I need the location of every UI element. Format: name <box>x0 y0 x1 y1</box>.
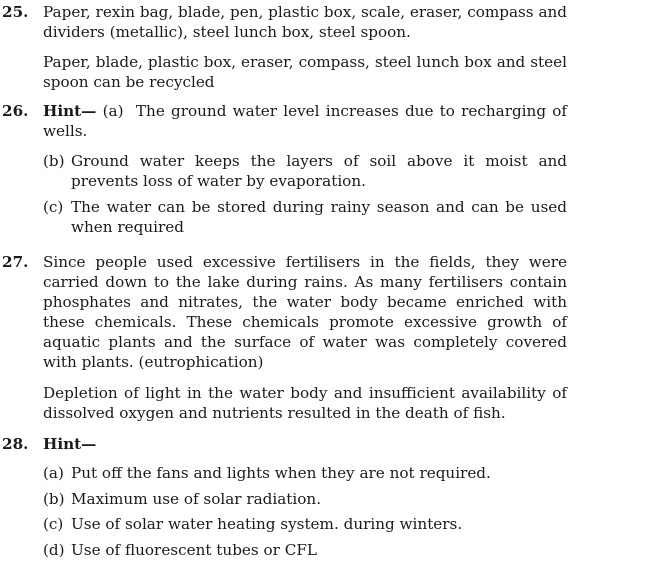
item-label: (b) <box>43 490 65 508</box>
part-label: (b) <box>43 152 65 170</box>
answer-26-part-a <box>43 101 567 141</box>
part-text: Ground water keeps the layers of soil above it moist and prevents loss of water by evaporation. <box>71 152 567 190</box>
item-text: Use of fluorescent tubes or CFL <box>71 541 317 559</box>
answer-25-paragraph-2: Paper, blade, plastic box, eraser, compass, steel lunch box and steel spoon can be recycled <box>43 53 567 91</box>
answer-27-paragraph-1: Since people used excessive fertilisers in the fields, they were carried down to the lake during rains. As many fertilisers contain phosphates and nitrates, the water body became enriched with these chemicals. These chemicals promote excessive growth of aquatic plants and the surface of water was completely covered with plants. (eutrophication) <box>43 253 567 371</box>
part-text: The ground water level increases due to recharging of wells. <box>43 102 568 140</box>
item-label: (c) <box>43 515 64 533</box>
answer-25-paragraph-1: Paper, rexin bag, blade, pen, plastic box, scale, eraser, compass and dividers (metallic), steel lunch box, steel spoon. <box>43 3 567 41</box>
part-label: (c) <box>43 198 64 216</box>
question-number: 27. <box>2 253 29 271</box>
answer-28-hint <box>43 434 567 454</box>
hint-label: Hint— <box>43 102 97 120</box>
hint-label: Hint— <box>43 435 97 453</box>
answer-27-paragraph-2: Depletion of light in the water body and insufficient availability of dissolved oxygen and nutrients resulted in the death of fish. <box>43 384 567 422</box>
part-text: The water can be stored during rainy season and can be used when required <box>71 198 567 236</box>
question-number: 26. <box>2 102 29 120</box>
question-number: 28. <box>2 435 29 453</box>
question-number: 25. <box>2 3 29 21</box>
item-label: (a) <box>43 464 64 482</box>
item-text: Put off the fans and lights when they are not required. <box>71 464 491 482</box>
item-label: (d) <box>43 541 65 559</box>
part-label: (a) <box>102 102 124 120</box>
item-text: Maximum use of solar radiation. <box>71 490 322 508</box>
item-text: Use of solar water heating system. during winters. <box>71 515 463 533</box>
